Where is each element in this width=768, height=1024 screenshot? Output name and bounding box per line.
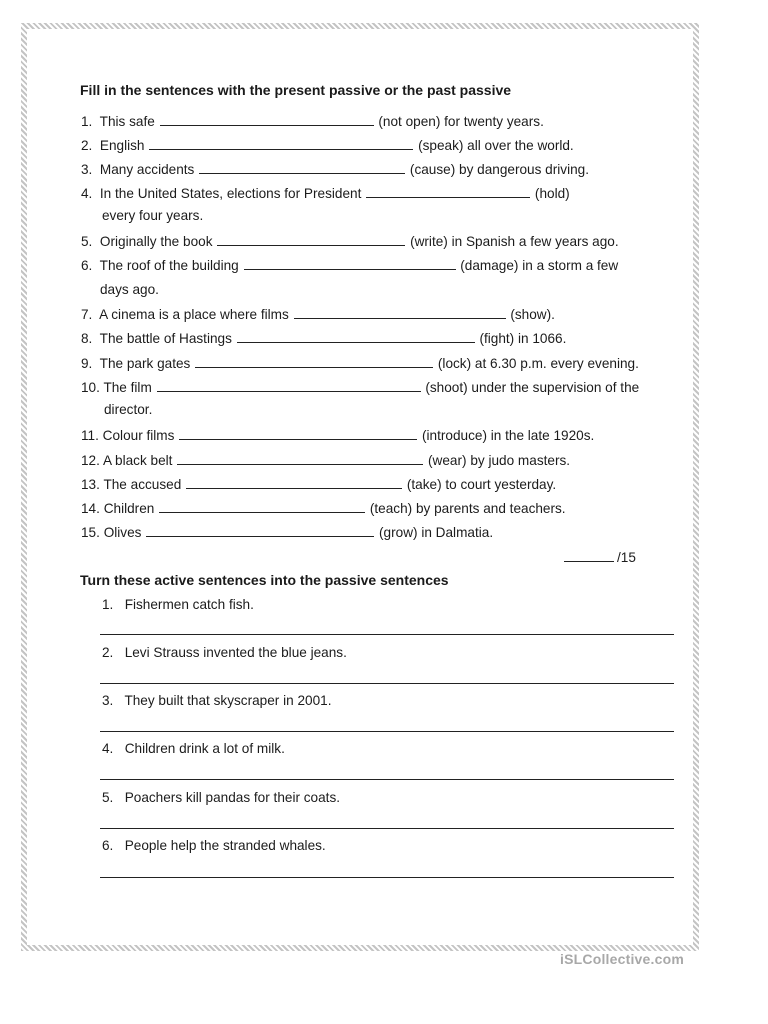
item-suffix: (show). [510, 307, 555, 322]
answer-blank[interactable] [244, 256, 456, 270]
item-suffix: (shoot) under the supervision of the [425, 380, 640, 395]
item-prefix: In the United States, elections for President [99, 186, 362, 201]
answer-line[interactable] [100, 779, 674, 780]
item-number: 12. [81, 453, 100, 468]
exercise-item-4 [81, 184, 570, 200]
item-number: 1. [81, 114, 93, 129]
exercise-item-2 [81, 136, 574, 152]
item-number: 11. [81, 428, 99, 443]
passive-item-6 [102, 838, 326, 853]
item-text: Fishermen catch fish. [124, 597, 254, 612]
answer-blank[interactable] [177, 451, 423, 465]
item-suffix: (cause) by dangerous driving. [409, 162, 590, 177]
answer-blank[interactable] [186, 475, 402, 489]
answer-blank[interactable] [199, 160, 405, 174]
exercise-item-9 [81, 354, 639, 370]
answer-blank[interactable] [195, 354, 433, 368]
exercise-item-3 [81, 160, 589, 176]
exercise-item-7 [81, 305, 555, 321]
passive-item-2 [102, 645, 347, 660]
answer-blank[interactable] [179, 426, 417, 440]
answer-blank[interactable] [294, 305, 506, 319]
item-suffix: (lock) at 6.30 p.m. every evening. [437, 356, 639, 371]
answer-line[interactable] [100, 683, 674, 684]
item-prefix: This safe [99, 114, 155, 129]
answer-line[interactable] [100, 634, 674, 635]
item-number: 6. [81, 258, 93, 273]
item-number: 1. [102, 597, 114, 612]
item-suffix: (fight) in 1066. [479, 331, 567, 346]
exercise-item-11 [81, 426, 594, 442]
answer-blank[interactable] [366, 184, 530, 198]
item-prefix: Originally the book [99, 234, 213, 249]
item-number: 6. [102, 838, 114, 853]
item-number: 4. [81, 186, 93, 201]
passive-item-3 [102, 693, 331, 708]
item-number: 5. [102, 790, 114, 805]
passive-item-1 [102, 597, 254, 612]
item-suffix: (speak) all over the world. [418, 138, 574, 153]
item-text: Poachers kill pandas for their coats. [124, 790, 341, 805]
item-10-continuation: director. [104, 402, 153, 417]
item-prefix: A black belt [102, 453, 173, 468]
item-number: 5. [81, 234, 93, 249]
item-text: Children drink a lot of milk. [124, 741, 285, 756]
item-number: 8. [81, 331, 93, 346]
answer-line[interactable] [100, 828, 674, 829]
item-text: People help the stranded whales. [124, 838, 326, 853]
answer-line[interactable] [100, 731, 674, 732]
item-number: 2. [81, 138, 93, 153]
item-prefix: The park gates [99, 356, 191, 371]
score-total: /15 [617, 550, 636, 565]
exercise-item-10 [81, 378, 639, 394]
exercise-item-15 [81, 523, 493, 539]
score-blank[interactable] [564, 548, 614, 562]
item-prefix: The battle of Hastings [99, 331, 232, 346]
item-number: 3. [102, 693, 114, 708]
item-prefix: Colour films [102, 428, 175, 443]
watermark: iSLCollective.com [560, 951, 684, 967]
item-number: 10. [81, 380, 100, 395]
item-number: 9. [81, 356, 93, 371]
exercise-item-5 [81, 232, 619, 248]
item-text: They built that skyscraper in 2001. [124, 693, 332, 708]
answer-blank[interactable] [237, 329, 475, 343]
passive-item-5 [102, 790, 340, 805]
item-suffix: (damage) in a storm a few [460, 258, 619, 273]
answer-blank[interactable] [157, 378, 421, 392]
item-number: 3. [81, 162, 93, 177]
item-6-continuation: days ago. [100, 282, 159, 297]
item-suffix: (grow) in Dalmatia. [379, 525, 494, 540]
item-prefix: Children [103, 501, 155, 516]
exercise-item-12 [81, 451, 570, 467]
answer-line[interactable] [100, 877, 674, 878]
item-prefix: The roof of the building [99, 258, 239, 273]
item-prefix: Olives [103, 525, 142, 540]
answer-blank[interactable] [149, 136, 413, 150]
score-box [563, 548, 636, 565]
item-suffix: (teach) by parents and teachers. [369, 501, 566, 516]
item-number: 7. [81, 307, 93, 322]
item-suffix: (not open) for twenty years. [378, 114, 544, 129]
exercise-item-14 [81, 499, 566, 515]
answer-blank[interactable] [160, 112, 374, 126]
item-number: 2. [102, 645, 114, 660]
item-suffix: (write) in Spanish a few years ago. [410, 234, 619, 249]
item-number: 4. [102, 741, 114, 756]
item-number: 13. [81, 477, 100, 492]
item-suffix: (wear) by judo masters. [428, 453, 571, 468]
item-suffix: (take) to court yesterday. [406, 477, 557, 492]
exercise-item-1 [81, 112, 544, 128]
answer-blank[interactable] [146, 523, 374, 537]
section-a-title: Fill in the sentences with the present passive or the past passive [80, 82, 512, 98]
item-prefix: A cinema is a place where films [99, 307, 289, 322]
item-prefix: English [99, 138, 145, 153]
item-prefix: Many accidents [99, 162, 195, 177]
item-suffix: (hold) [534, 186, 570, 201]
item-text: Levi Strauss invented the blue jeans. [124, 645, 347, 660]
exercise-item-13 [81, 475, 556, 491]
exercise-item-6 [81, 256, 618, 272]
answer-blank[interactable] [217, 232, 405, 246]
exercise-item-8 [81, 329, 566, 345]
item-number: 14. [81, 501, 100, 516]
passive-item-4 [102, 741, 285, 756]
item-prefix: The film [103, 380, 152, 395]
section-b-title: Turn these active sentences into the passive sentences [80, 572, 449, 588]
answer-blank[interactable] [159, 499, 365, 513]
item-prefix: The accused [103, 477, 182, 492]
item-suffix: (introduce) in the late 1920s. [422, 428, 595, 443]
item-4-continuation: every four years. [102, 208, 204, 223]
item-number: 15. [81, 525, 100, 540]
